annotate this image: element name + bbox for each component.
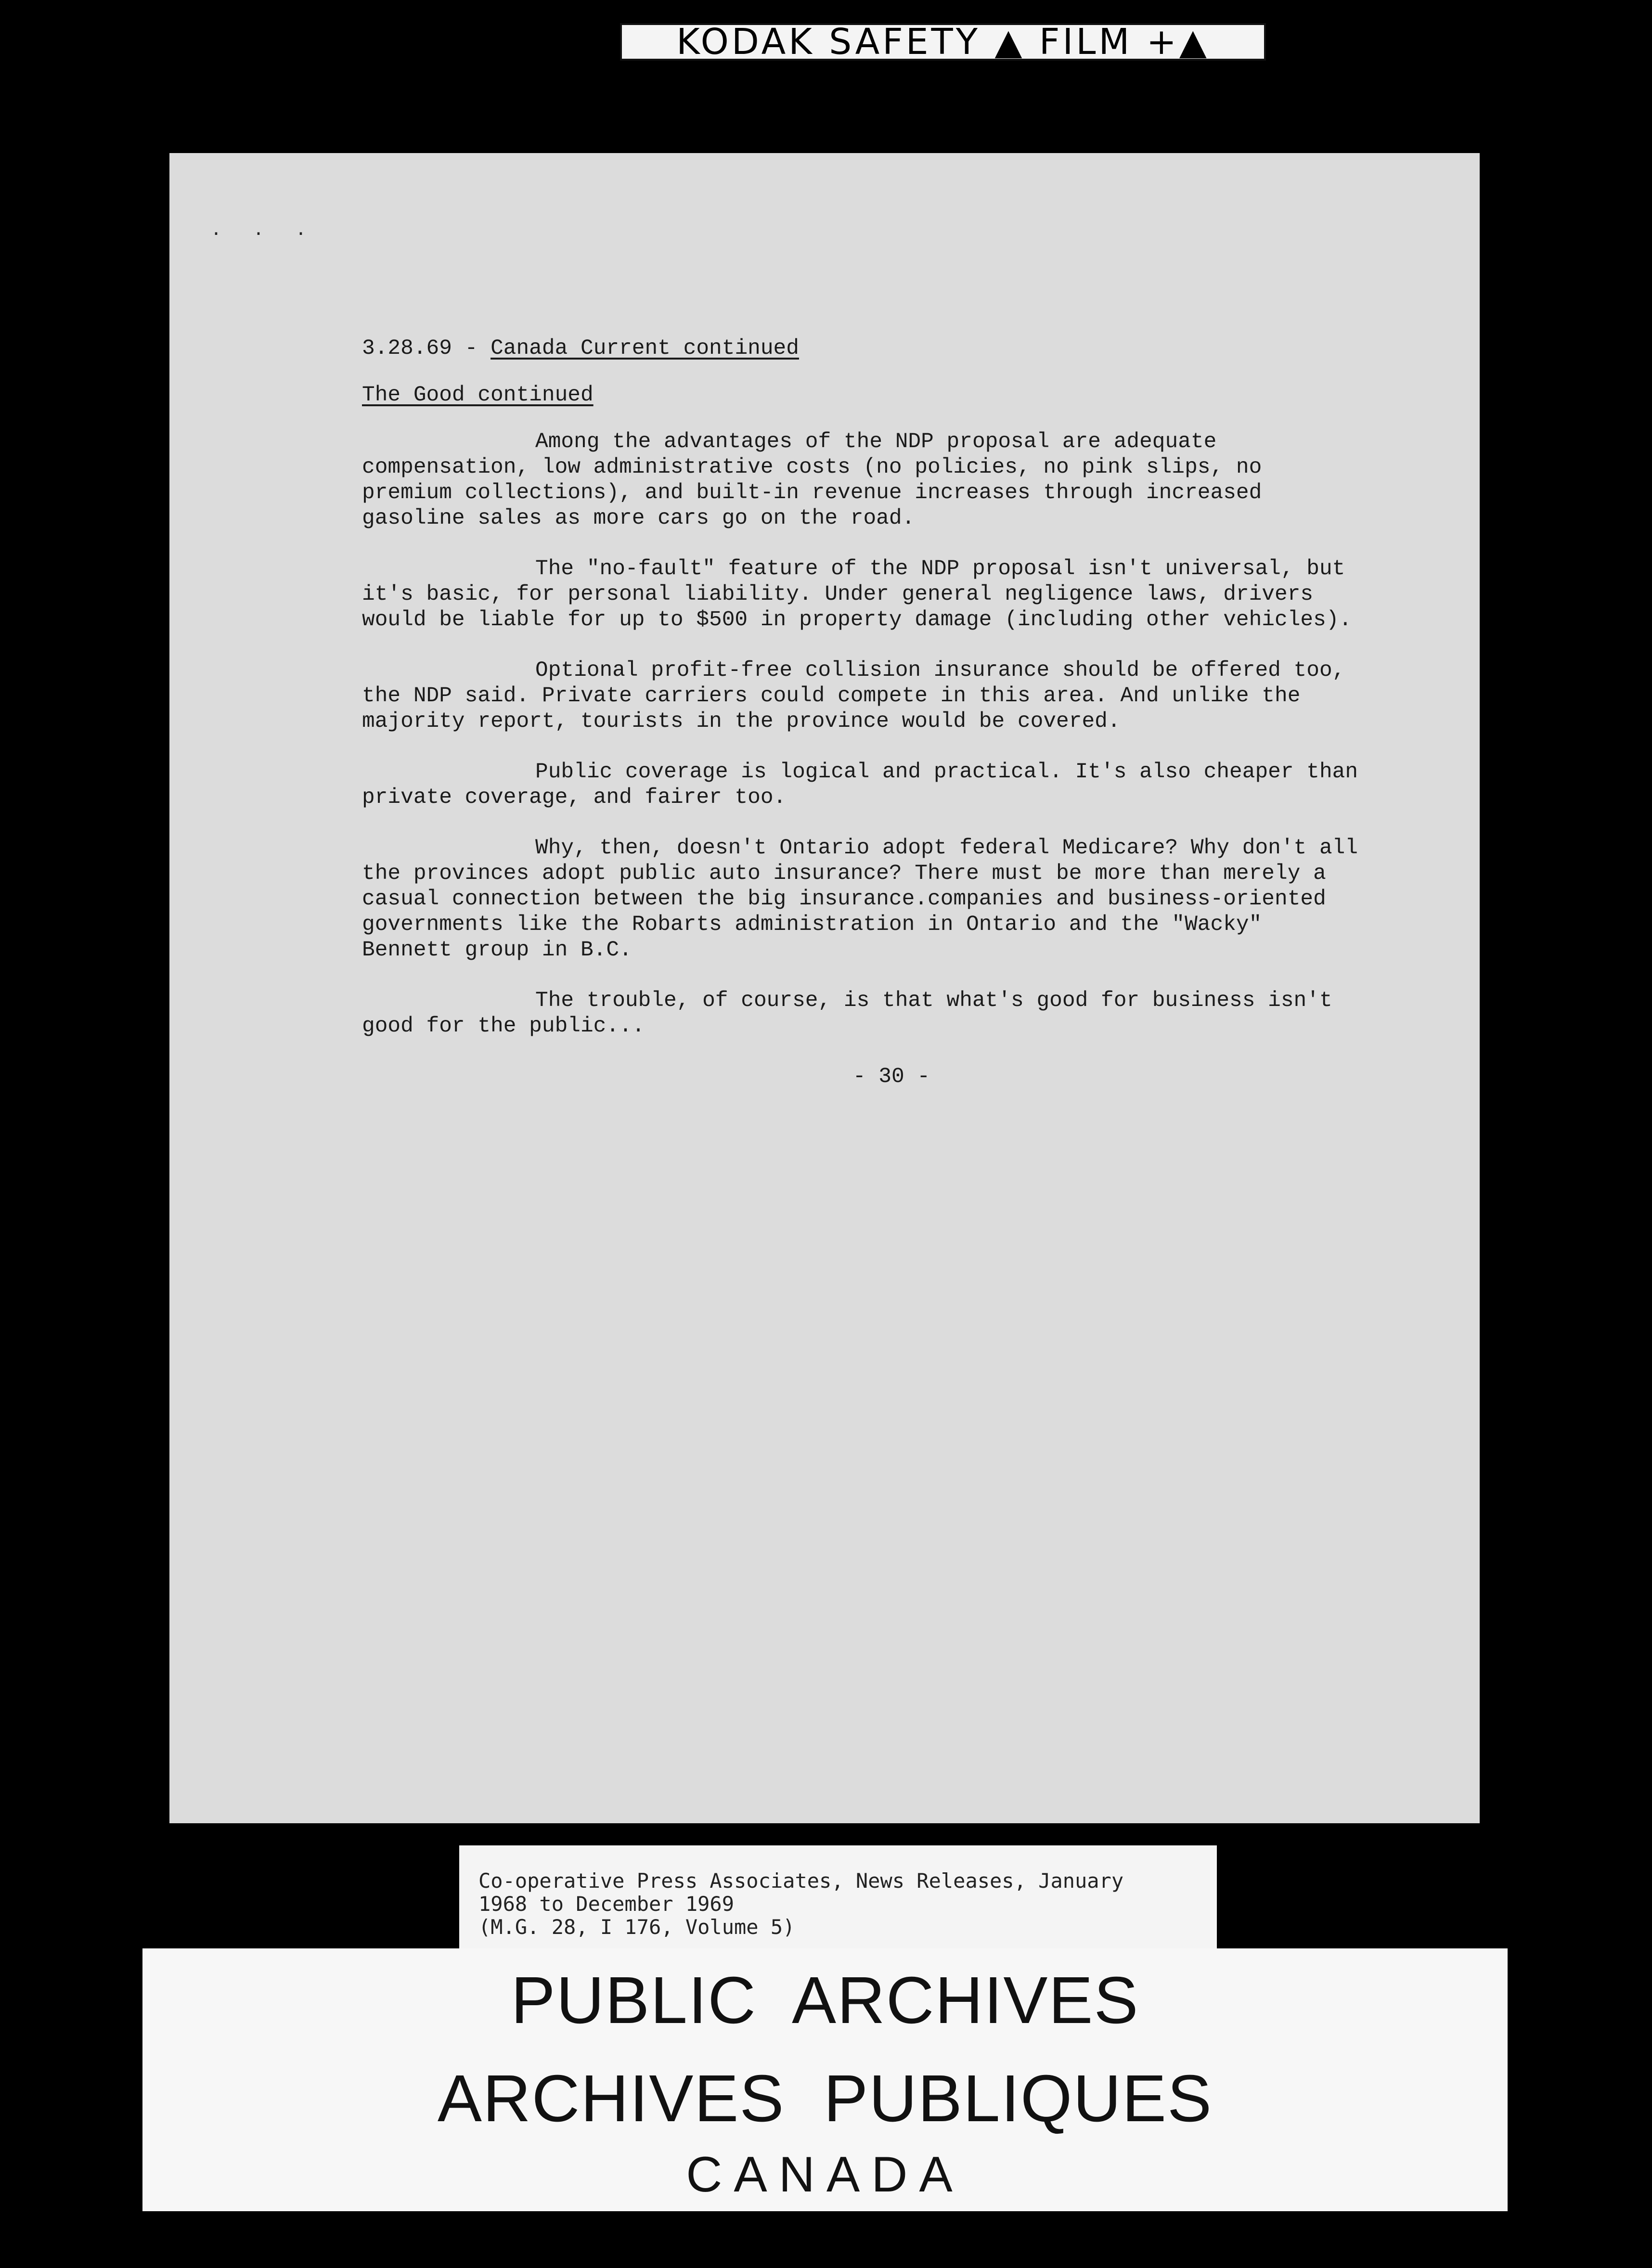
paragraph: Public coverage is logical and practical. It's also cheaper than private coverage, and fairer too. [362,760,1358,810]
film-edge-marking: KODAK SAFETY ▲ FILM +▲ [620,23,1266,61]
release-date: 3.28.69 - [362,336,478,361]
section-heading [362,383,1363,408]
paragraph: Why, then, doesn't Ontario adopt federal Medicare? Why don't all the provinces adopt public auto insurance? There must be more than merely a casual connection between the big insurance.companies and business-oriented governments like the Robarts administration in Ontario and the "Wacky" Bennett group in B.C. [362,836,1358,962]
paragraph: Among the advantages of the NDP proposal are adequate compensation, low administrative costs (no policies, no pink slips, no premium collections), and built-in revenue increases through increased gasoline sales as more cars go on the road. [362,430,1262,530]
source-line: (M.G. 28, I 176, Volume 5) [478,1915,795,1939]
corner-marks: . . . [213,216,319,240]
source-line: 1968 to December 1969 [478,1892,735,1916]
series-title: Canada Current continued [490,336,799,361]
paragraph: The trouble, of course, is that what's good for business isn't good for the public... [362,989,1332,1038]
archives-french: ARCHIVES PUBLIQUES [437,2062,1213,2136]
document-body [362,336,1363,1090]
paragraph: Optional profit-free collision insurance should be offered too, the NDP said. Private carriers could compete in this area. And unlike the majority report, tourists in the province would be covered. [362,658,1345,734]
document-header [362,336,1363,361]
document-page [169,153,1480,1823]
source-line: Co-operative Press Associates, News Releases, January [478,1869,1124,1893]
source-citation-label [459,1845,1217,1949]
paragraph: The "no-fault" feature of the NDP proposal isn't universal, but it's basic, for personal liability. Under general negligence laws, drivers would be liable for up to $500 in property damage (including other vehicles). [362,557,1352,632]
archives-english: PUBLIC ARCHIVES [511,1963,1139,2037]
archives-country: CANADA [686,2147,964,2203]
page-number: - 30 - [852,1065,930,1089]
archives-stamp [142,1948,1508,2211]
section-title: The Good continued [362,383,594,407]
